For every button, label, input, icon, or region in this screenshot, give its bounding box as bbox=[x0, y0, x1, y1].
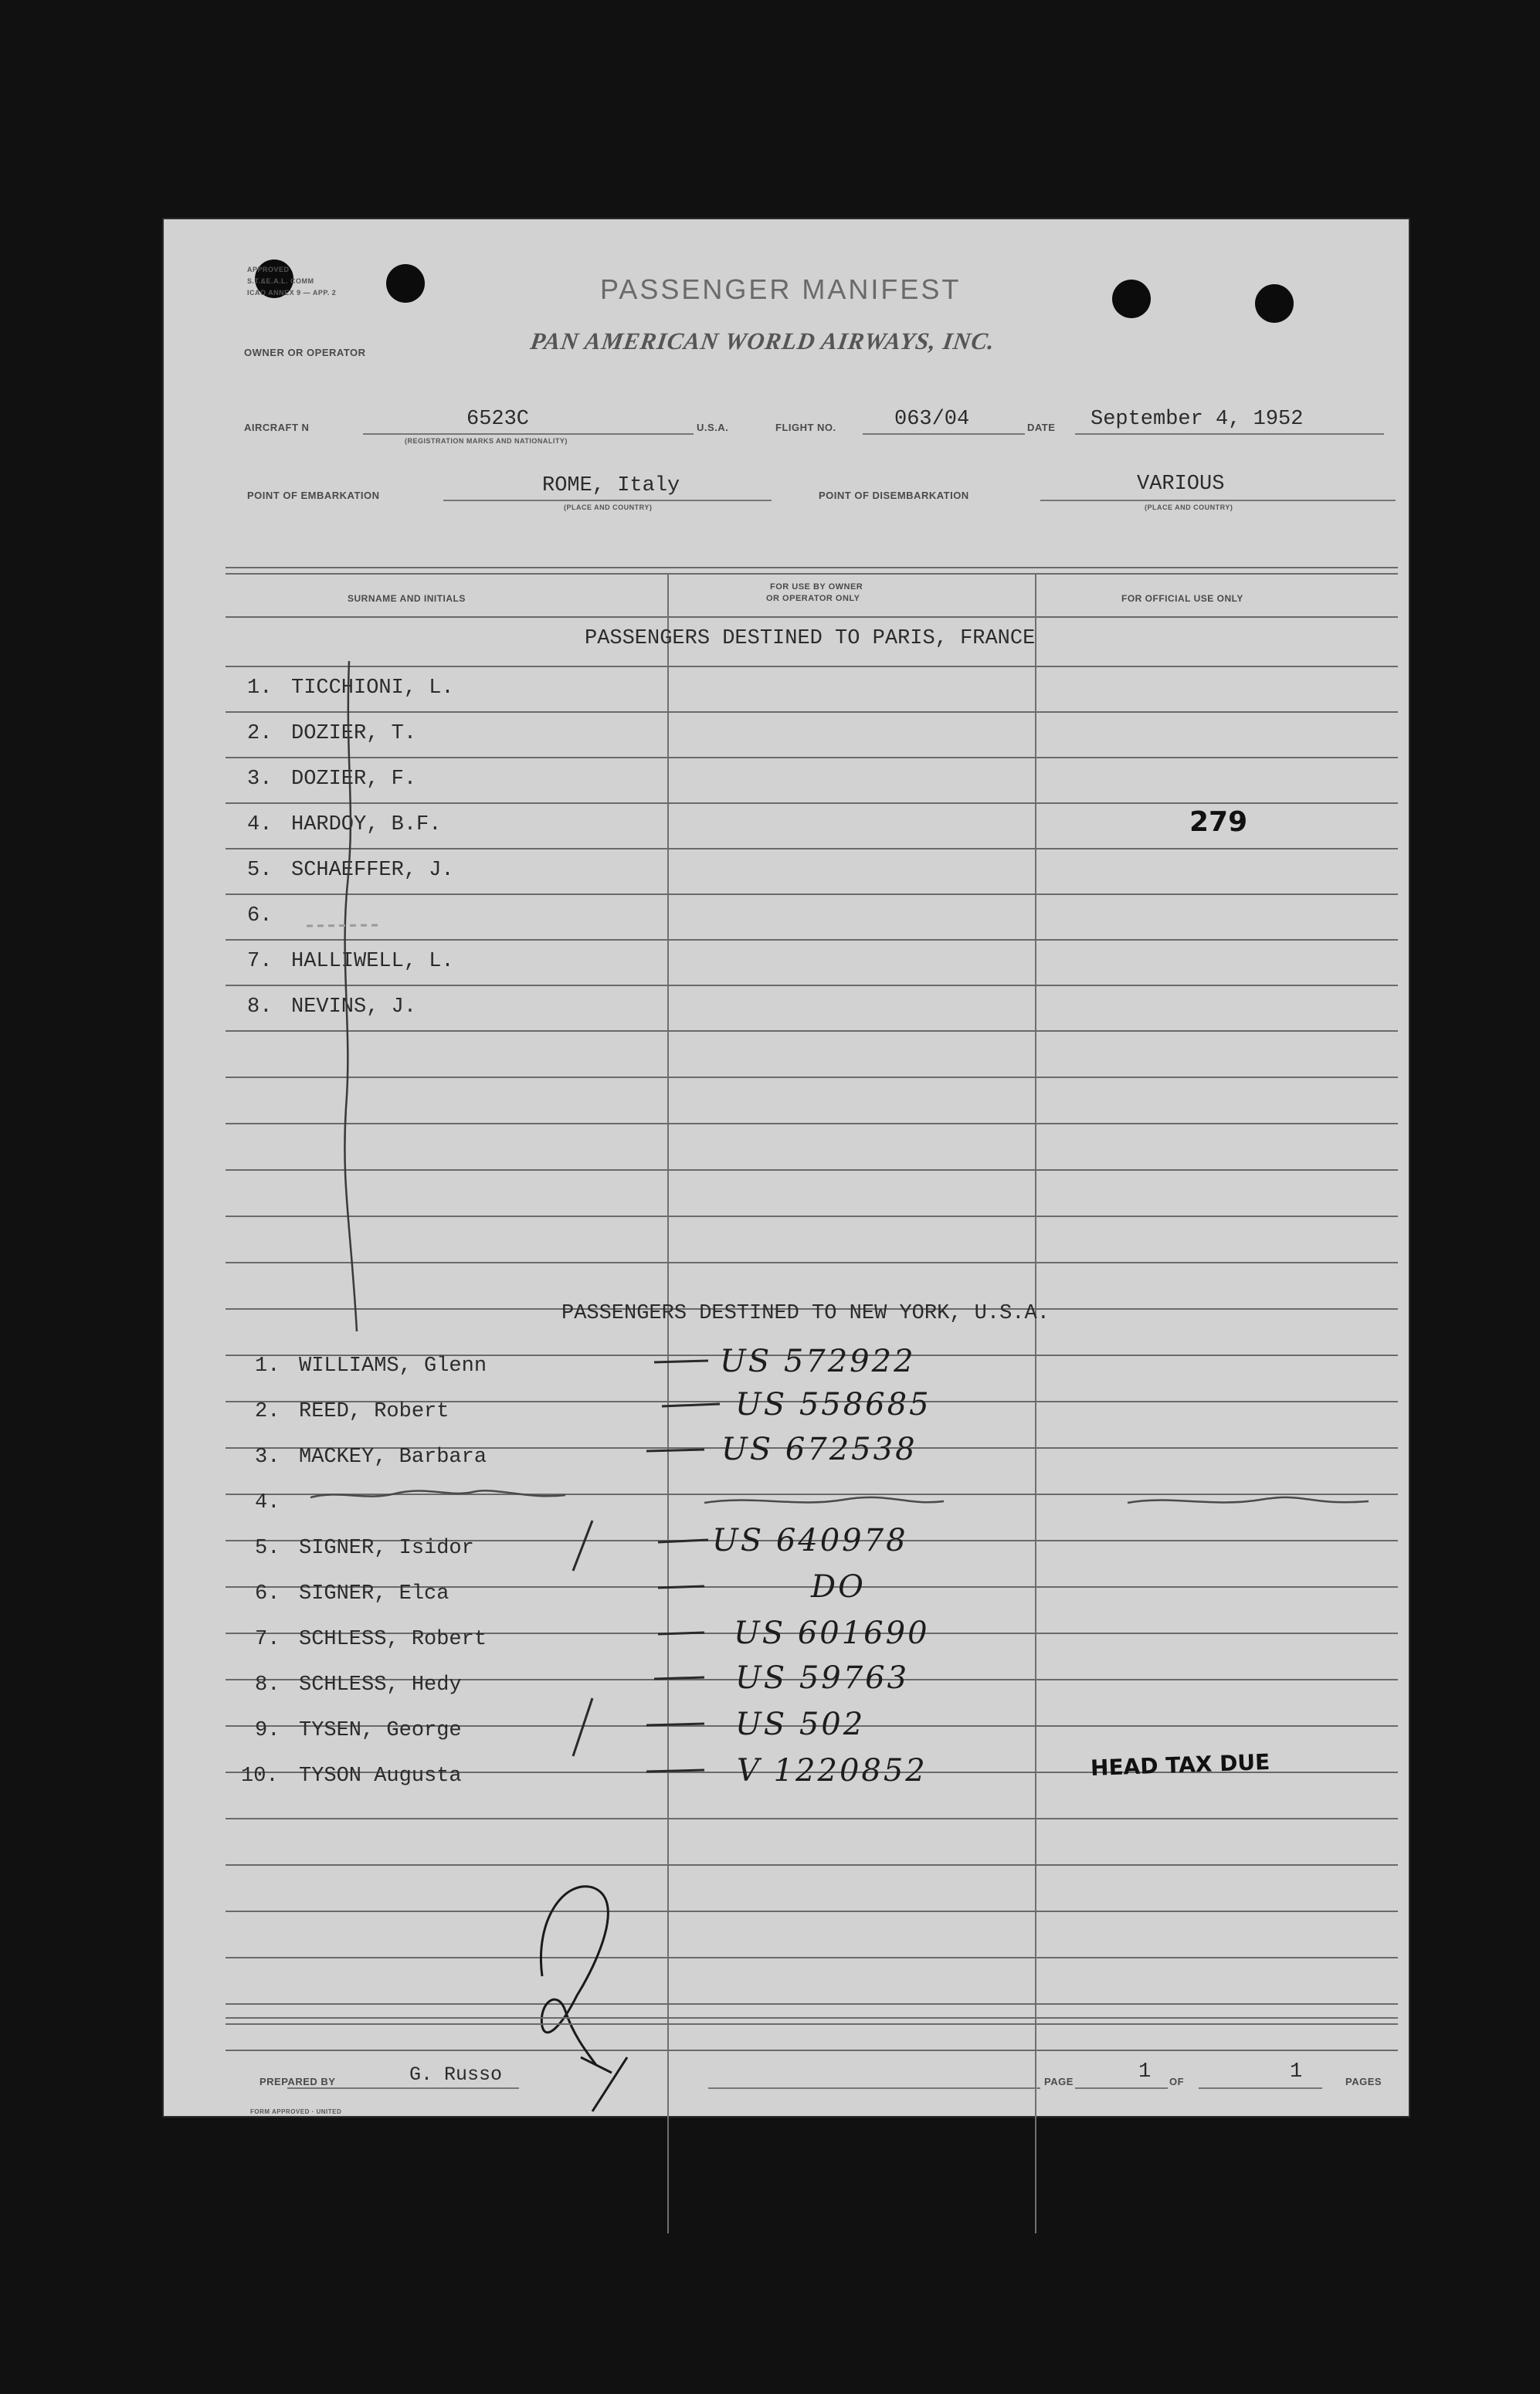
company-name: PAN AMERICAN WORLD AIRWAYS, INC. bbox=[528, 327, 997, 354]
manifest-sheet bbox=[164, 219, 1409, 2116]
registration-caption: (REGISTRATION MARKS AND NATIONALITY) bbox=[405, 437, 568, 445]
place-caption: (PLACE AND COUNTRY) bbox=[1145, 504, 1233, 511]
passenger-name: TYSEN, George bbox=[299, 1719, 462, 1742]
passport-note: US 502 bbox=[735, 1707, 866, 1742]
date-label: DATE bbox=[1027, 422, 1056, 433]
passenger-name: SCHAEFFER, J. bbox=[291, 859, 454, 882]
owner-label: OWNER OR OPERATOR bbox=[244, 347, 366, 358]
aircraft-label: AIRCRAFT N bbox=[244, 422, 310, 433]
passenger-number: 6. bbox=[255, 1582, 280, 1606]
column-header-official-use: FOR OFFICIAL USE ONLY bbox=[1121, 593, 1243, 604]
passenger-number: 3. bbox=[255, 1446, 280, 1469]
passenger-number: 2. bbox=[255, 1400, 280, 1423]
passport-note: US 601690 bbox=[734, 1616, 930, 1651]
passenger-number: 9. bbox=[255, 1719, 280, 1742]
passenger-name: HALLIWELL, L. bbox=[291, 950, 454, 973]
passport-note: DO bbox=[811, 1569, 866, 1605]
embarkation-label: POINT OF EMBARKATION bbox=[247, 490, 380, 501]
section-heading-paris: PASSENGERS DESTINED TO PARIS, FRANCE bbox=[585, 627, 1036, 650]
handwriting-overlay bbox=[164, 219, 1409, 2116]
passenger-number: 7. bbox=[247, 950, 273, 973]
passenger-name: TYSON Augusta bbox=[299, 1765, 462, 1788]
passenger-name: DOZIER, T. bbox=[291, 722, 417, 745]
passenger-name: SIGNER, Elca bbox=[299, 1582, 449, 1606]
passenger-name: DOZIER, F. bbox=[291, 768, 417, 791]
passenger-number: 2. bbox=[247, 722, 273, 745]
passenger-number: 5. bbox=[255, 1537, 280, 1560]
approval-line: APPROVED bbox=[247, 266, 290, 273]
passenger-name: SCHLESS, Hedy bbox=[299, 1673, 462, 1697]
head-tax-stamp: HEAD TAX DUE bbox=[1090, 1748, 1270, 1782]
passport-note: V 1220852 bbox=[737, 1753, 928, 1789]
passport-note: US 640978 bbox=[712, 1523, 908, 1558]
disembarkation-label: POINT OF DISEMBARKATION bbox=[819, 490, 969, 501]
section-heading-new-york: PASSENGERS DESTINED TO NEW YORK, U.S.A. bbox=[561, 1302, 1050, 1325]
approval-line: S.T.&E.A.L. COMM bbox=[247, 277, 314, 285]
passenger-name: MACKEY, Barbara bbox=[299, 1446, 487, 1469]
passenger-number: 5. bbox=[247, 859, 273, 882]
flight-value: 063/04 bbox=[894, 408, 970, 431]
pages-label: PAGES bbox=[1345, 2076, 1382, 2087]
passenger-number: 4. bbox=[247, 813, 273, 836]
date-value: September 4, 1952 bbox=[1091, 408, 1304, 431]
passenger-name: REED, Robert bbox=[299, 1400, 449, 1423]
official-number-stamp: 279 bbox=[1189, 806, 1248, 838]
passport-note: US 558685 bbox=[735, 1387, 931, 1422]
place-caption: (PLACE AND COUNTRY) bbox=[564, 504, 653, 511]
passenger-number: 6. bbox=[247, 904, 273, 927]
of-label: OF bbox=[1169, 2076, 1185, 2087]
passenger-number: 7. bbox=[255, 1628, 280, 1651]
of-value: 1 bbox=[1290, 2060, 1303, 2084]
prepared-by-value: G. Russo bbox=[409, 2063, 503, 2086]
passenger-number: 8. bbox=[255, 1673, 280, 1697]
usa-label: U.S.A. bbox=[697, 422, 729, 433]
passenger-name: SCHLESS, Robert bbox=[299, 1628, 487, 1651]
disembarkation-value: VARIOUS bbox=[1137, 473, 1225, 496]
passenger-number: 1. bbox=[247, 676, 273, 700]
column-header-owner-use: FOR USE BY OWNER bbox=[770, 582, 863, 592]
passenger-name: WILLIAMS, Glenn bbox=[299, 1355, 487, 1378]
bottom-note: FORM APPROVED · UNITED bbox=[250, 2108, 342, 2115]
passenger-number: 4. bbox=[255, 1491, 280, 1514]
approval-line: ICAO ANNEX 9 — APP. 2 bbox=[247, 289, 337, 297]
form-title: PASSENGER MANIFEST bbox=[600, 273, 962, 305]
passport-note: US 572922 bbox=[720, 1344, 916, 1379]
column-header-owner-use: OR OPERATOR ONLY bbox=[766, 594, 860, 603]
passenger-name: HARDOY, B.F. bbox=[291, 813, 442, 836]
page-label: PAGE bbox=[1044, 2076, 1074, 2087]
passenger-name: NEVINS, J. bbox=[291, 995, 417, 1019]
passenger-number: 3. bbox=[247, 768, 273, 791]
flight-label: FLIGHT NO. bbox=[775, 422, 836, 433]
passenger-number: 10. bbox=[241, 1765, 279, 1788]
passport-note: US 59763 bbox=[735, 1660, 910, 1696]
passenger-name: SIGNER, Isidor bbox=[299, 1537, 474, 1560]
page-value: 1 bbox=[1138, 2060, 1152, 2084]
passenger-number: 1. bbox=[255, 1355, 280, 1378]
embarkation-value: ROME, Italy bbox=[542, 474, 680, 497]
passport-note: US 672538 bbox=[721, 1432, 918, 1467]
prepared-by-label: PREPARED BY bbox=[259, 2076, 336, 2087]
aircraft-value: 6523C bbox=[466, 408, 530, 431]
passenger-number: 8. bbox=[247, 995, 273, 1019]
column-header-surname: SURNAME AND INITIALS bbox=[348, 593, 466, 604]
passenger-name: TICCHIONI, L. bbox=[291, 676, 454, 700]
